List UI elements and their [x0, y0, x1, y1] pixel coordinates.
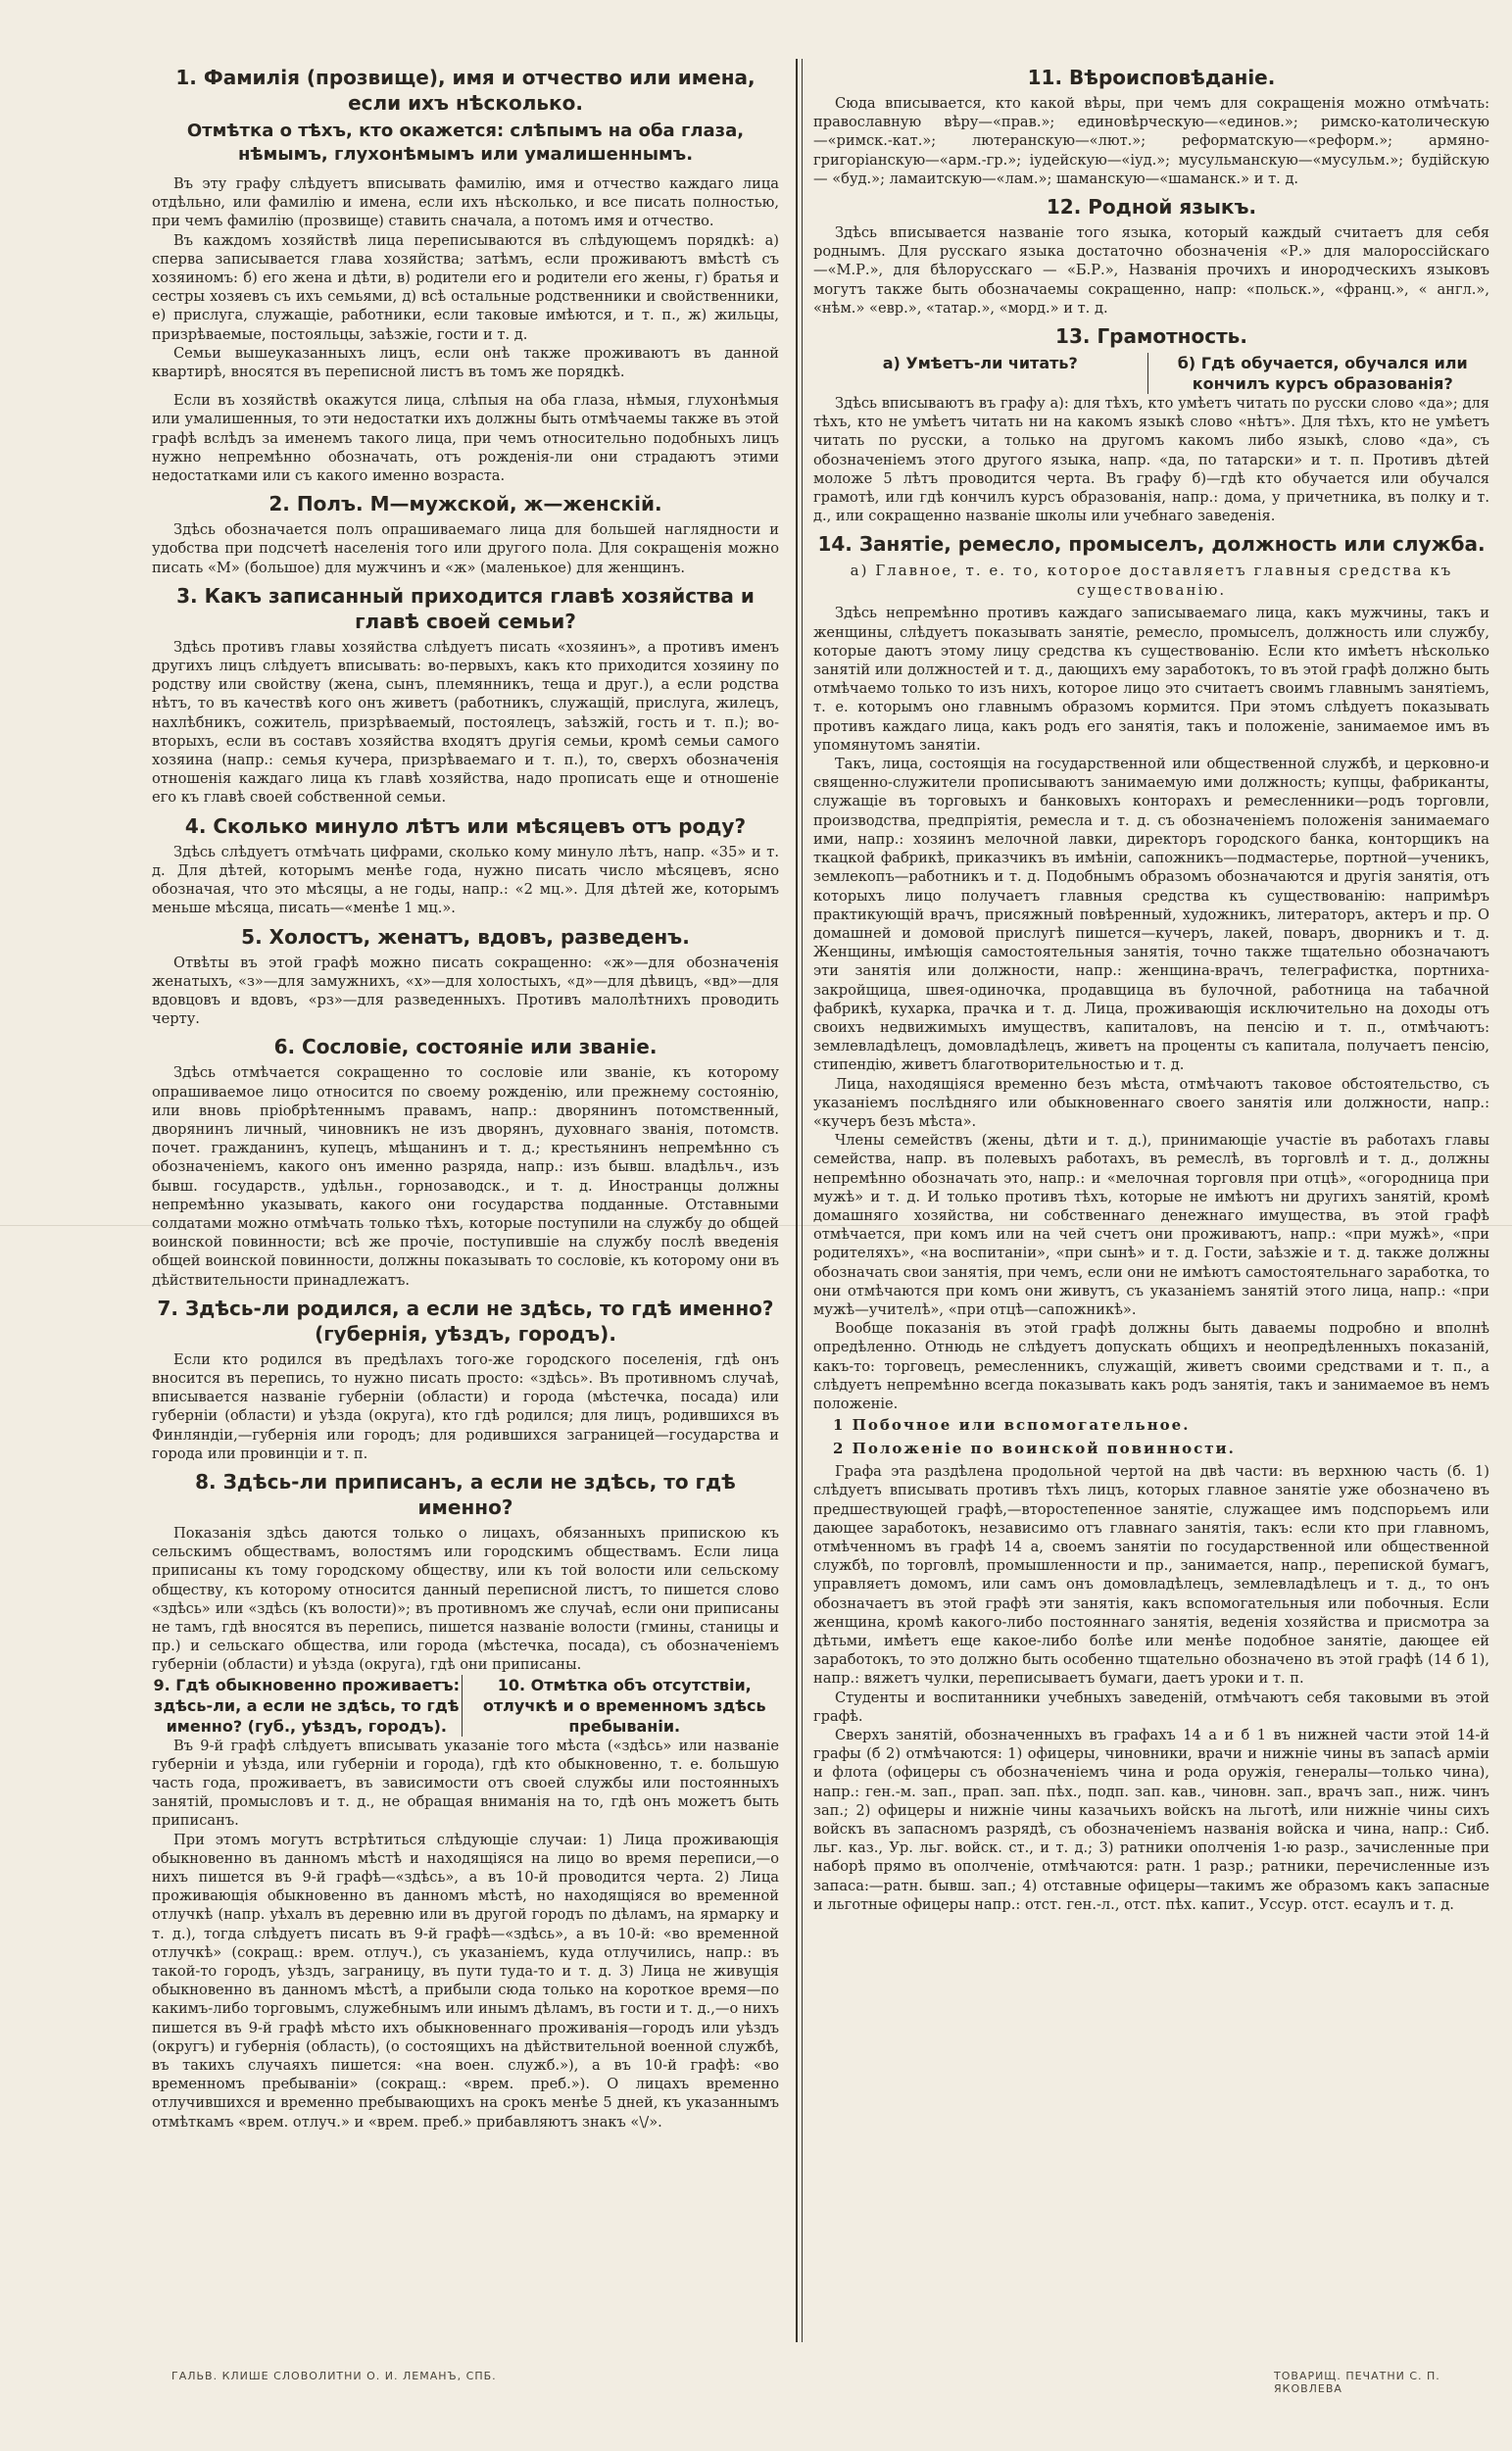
section-14-paragraph-5: Вообще показанія въ этой графѣ должны быть даваемы подробно и вполнѣ опредѣленно. Отнюдь не слѣдуетъ допускать общихъ и неопредѣленныхъ показаній, какъ-то: торговецъ, ремесленникъ, служащій, живетъ своими средствами и т. п., а слѣдуетъ непремѣнно всегда показывать какъ родъ занятія, такъ и занимаемое въ немъ положеніе. [813, 1320, 1489, 1412]
column-divider [796, 59, 798, 2342]
section-13b-heading: б) Гдѣ обучается, обучался или кончилъ курсъ образованія? [1147, 353, 1490, 394]
section-14-paragraph-4: Члены семействъ (жены, дѣти и т. д.), принимающіе участіе въ работахъ главы семейства, напр. въ полевыхъ работахъ, въ ремеслѣ, въ торговлѣ и т. д., должны непремѣнно обозначать это, напр.: и «мелочная торговля при отцѣ», «огородница при мужѣ» и т. д. И только противъ тѣхъ, которые не имѣютъ ни другихъ занятій, кромѣ домашняго хозяйства, ни собственнаго денежнаго имущества, въ этой графѣ отмѣчается, при комъ или на чей счетъ они проживаютъ, напр.: «при мужѣ», «при родителяхъ», «на воспитаніи», «при сынѣ» и т. д. Гости, заѣзжіе и т. д. также должны обозначать свои занятія, при чемъ, если они не имѣютъ самостоятельнаго заработка, то они отмѣчаются при комъ они живутъ, съ указаніемъ занятій этого лица, напр.: «при мужѣ—учителѣ», «при отцѣ—сапожникѣ». [813, 1132, 1489, 1318]
section-14-paragraph-8: Сверхъ занятій, обозначенныхъ въ графахъ 14 а и б 1 въ нижней части этой 14-й графы (б 2) отмѣчаются: 1) офицеры, чиновники, врачи и нижніе чины въ запасѣ арміи и флота (офицеры съ обозначеніемъ чина и рода оружія, генералы—только чина), напр.: ген.-м. зап., прап. зап. пѣх., подп. зап. кав., чиновн. зап., врачъ зап., ниж. чинъ зап.; 2) офицеры и нижніе чины казачьихъ войскъ на льготѣ, или нижніе чины сихъ войскъ въ запасномъ разрядѣ, съ обозначеніемъ названія войска и чина, напр.: Сиб. льг. каз., Ур. льг. войск. ст., и т. д.; 3) ратники ополченія 1-ю разр., зачисленные при наборѣ прямо въ ополченіе, отмѣчаются: ратн. 1 разр.; ратники, перечисленные изъ запаса:—ратн. бывш. зап.; 4) отставные офицеры—такимъ же образомъ какъ запасные и льготные офицеры напр.: отст. ген.-л., отст. пѣх. капит., Уссур. отст. есаулъ и т. д. [813, 1727, 1489, 1913]
printer-credit-right: ТОВАРИЩ. ПЕЧАТНИ С. П. ЯКОВЛЕВА [1274, 2370, 1440, 2395]
section-13-paragraph: Здѣсь вписываютъ въ графу а): для тѣхъ, кто умѣетъ читать по русски слово «да»; для тѣхъ, кто не умѣетъ читать ни на какомъ языкѣ слово «нѣтъ». Для тѣхъ, кто не умѣетъ читать по русски, а только на другомъ какомъ либо языкѣ, слово «да», съ обозначеніемъ этого другого языка, напр. «да, по татарски» и т. п. Противъ дѣтей моложе 5 лѣтъ проводится черта. Въ графу б)—гдѣ кто обучается или обучался грамотѣ, или гдѣ кончилъ курсъ образованія, напр.: дома, у причетника, въ полку и т. д., или сокращенно названіе школы или учебнаго заведенія. [813, 395, 1489, 525]
section-14b1-heading: 1 Побочное или вспомогательное. [833, 1416, 1191, 1435]
column-divider-thin [802, 59, 803, 2342]
printer-credit-left: ГАЛЬВ. КЛИШЕ СЛОВОЛИТНИ О. И. ЛЕМАНЪ, СПБ. [171, 2370, 497, 2382]
section-9-paragraph-1: Въ 9-й графѣ слѣдуетъ вписывать указаніе того мѣста («здѣсь» или названіе губерніи и уѣзда, или губерніи и города), гдѣ кто обыкновенно, т. е. большую часть года, проживаетъ, въ зависимости отъ своей службы или постоянныхъ занятій, промысловъ и т. д., не обращая вниманія на то, гдѣ онъ можетъ быть приписанъ. [152, 1737, 779, 1830]
section-13a-heading: а) Умѣетъ-ли читать? [882, 354, 1078, 373]
section-6-heading: 6. Сословіе, состояніе или званіе. [273, 1035, 658, 1059]
section-1-paragraph-1: Въ эту графу слѣдуетъ вписывать фамилію, имя и отчество каждаго лица отдѣльно, или фамилію и имена, если ихъ нѣсколько, и все писать полностью, при чемъ фамилію (прозвище) ставить сначала, а потомъ имя и отчество. [152, 175, 779, 230]
section-7-heading: 7. Здѣсь-ли родился, а если не здѣсь, то гдѣ именно? (губернія, уѣздъ, городъ). [157, 1296, 774, 1346]
section-2-paragraph: Здѣсь обозначается полъ опрашиваемаго лица для большей наглядности и удобства при подсчетѣ населенія того или другого пола. Для сокращенія можно писать «М» (большое) для мужчинъ и «ж» (маленькое) для женщинъ. [152, 521, 779, 576]
section-14-heading: 14. Занятіе, ремесло, промыселъ, должность или служба. [817, 532, 1486, 557]
section-1-paragraph-2: Въ каждомъ хозяйствѣ лица переписываются въ слѣдующемъ порядкѣ: а) сперва записывается глава хозяйства; затѣмъ, если проживаютъ вмѣстѣ съ хозяиномъ: б) его жена и дѣти, в) родители его и родители его жены, г) братья и сестры хозяевъ съ ихъ семьями, д) всѣ остальные родственники и свойственники, е) прислуга, служащіе, работники, если таковые имѣются, и т. п., ж) жильцы, призрѣваемые, постояльцы, заѣзжіе, гости и т. д. [152, 231, 779, 343]
section-14b2-heading: 2 Положеніе по воинской повинности. [833, 1440, 1236, 1458]
section-9-10-headings [152, 1675, 779, 1737]
section-1-subheading: Отмѣтка о тѣхъ, кто окажется: слѣпымъ на оба глаза, нѣмымъ, глухонѣмымъ или умалишеннымъ. [186, 121, 745, 165]
right-column [813, 59, 1489, 2362]
section-9-paragraph-2: При этомъ могутъ встрѣтиться слѣдующіе случаи: 1) Лица проживающія обыкновенно въ данномъ мѣстѣ и находящіяся на лицо во время переписи,—о нихъ пишется въ 9-й графѣ—«здѣсь», а въ 10-й проводится черта. 2) Лица проживающія обыкновенно въ данномъ мѣстѣ, но находящіяся во временной отлучкѣ (напр. уѣхалъ въ деревню или въ другой городъ по дѣламъ, на ярмарку и т. д.), тогда слѣдуетъ писать въ 9-й графѣ—«здѣсь», а въ 10-й: «во временной отлучкѣ» (сокращ.: врем. отлуч.), съ указаніемъ, куда отлучились, напр.: въ такой-то городъ, уѣздъ, заграницу, въ пути туда-то и т. д. 3) Лица не живущія обыкновенно въ данномъ мѣстѣ, а прибыли сюда только на короткое время—по какимъ-либо торговымъ, служебнымъ или инымъ дѣламъ, въ гости и т. д.,—о нихъ пишется въ 9-й графѣ мѣсто ихъ обыкновеннаго проживанія—городъ или уѣздъ (округъ) и губернія (область), (о состоящихъ на дѣйствительной военной службѣ, въ такихъ случаяхъ пишется: «на воен. служб.»), а въ 10-й графѣ: «во временномъ пребываніи» (сокращ.: «врем. преб.»). О лицахъ временно отлучившихся и временно пребывающихъ на срокъ менѣе 5 дней, къ указаннымъ отмѣткамъ «врем. отлуч.» и «врем. преб.» прибавляютъ знакъ «\/». [152, 1831, 779, 2131]
section-13-heading: 13. Грамотность. [1055, 324, 1247, 349]
section-4-heading: 4. Сколько минуло лѣтъ или мѣсяцевъ отъ роду? [184, 813, 747, 838]
section-1-heading: 1. Фамилія (прозвище), имя и отчество или имена, если ихъ нѣсколько. [175, 66, 756, 115]
section-14-paragraph-3: Лица, находящіяся временно безъ мѣста, отмѣчаютъ таковое обстоятельство, съ указаніемъ послѣдняго или обыкновеннаго своего занятія или должности, напр.: «кучеръ безъ мѣста». [813, 1075, 1489, 1130]
section-11-paragraph: Сюда вписывается, кто какой вѣры, при чемъ для сокращенія можно отмѣчать: православную вѣру—«прав.»; единовѣрческую—«единов.»; римско-католическую—«римск.-кат.»; лютеранскую—«лют.»; реформатскую—«реформ.»; армяно-григоріанскую—«арм.-гр.»; іудейскую—«іуд.»; мусульманскую—«мусульм.»; будійскую — «буд.»; ламаитскую—«лам.»; шаманскую—«шаманск.» и т. д. [813, 95, 1489, 187]
section-13-subheadings [813, 353, 1489, 394]
section-2-heading: 2. Полъ. М—мужской, ж—женскій. [268, 492, 662, 516]
section-3-heading: 3. Какъ записанный приходится главѣ хозяйства и главѣ своей семьи? [176, 583, 755, 633]
section-7-paragraph: Если кто родился въ предѣлахъ того-же городского поселенія, гдѣ онъ вносится въ перепись, то нужно писать просто: «здѣсь». Въ противномъ случаѣ, вписывается названіе губерніи (области) и города (мѣстечка, посада) или губерніи (области) и уѣзда (округа), кто гдѣ родился; для лицъ, родившихся въ Финляндіи,—губернія или городъ; для родившихся заграницей—государства и города или провинціи и т. п. [152, 1350, 779, 1462]
section-14-paragraph-7: Студенты и воспитанники учебныхъ заведеній, отмѣчаютъ себя таковыми въ этой графѣ. [813, 1689, 1489, 1725]
section-5-paragraph: Отвѣты въ этой графѣ можно писать сокращенно: «ж»—для обозначенія женатыхъ, «з»—для замужнихъ, «х»—для холостыхъ, «д»—для дѣвицъ, «вд»—для вдовцовъ и вдовъ, «рз»—для разведенныхъ. Противъ малолѣтнихъ проводить черту. [152, 954, 779, 1028]
section-4-paragraph: Здѣсь слѣдуетъ отмѣчать цифрами, сколько кому минуло лѣтъ, напр. «35» и т. д. Для дѣтей, которымъ менѣе года, нужно писать число мѣсяцевъ, ясно обозначая, что это мѣсяцы, а не годы, напр.: «2 мц.». Для дѣтей же, которымъ меньше мѣсяца, писать—«менѣе 1 мц.». [152, 843, 779, 917]
section-12-paragraph: Здѣсь вписывается названіе того языка, который каждый считаетъ для себя роднымъ. Для русскаго языка достаточно обозначенія «Р.» для малороссійскаго—«М.Р.», для бѣлорусскаго — «Б.Р.», Названія прочихъ и инородческихъ языковъ могутъ также быть обозначаемы сокращенно, напр: «польск.», «франц.», « англ.», «нѣм.» «евр.», «татар.», «морд.» и т. д. [813, 224, 1489, 317]
section-9-heading: 9. Гдѣ обыкновенно проживаетъ: здѣсь-ли, а если не здѣсь, то гдѣ именно? (губ., уѣздъ, городъ). [153, 1675, 461, 1736]
section-8-paragraph: Показанія здѣсь даются только о лицахъ, обязанныхъ припискою къ сельскимъ обществамъ, волостямъ или городскимъ обществамъ. Если лица приписаны къ тому городскому обществу, или къ той волости или сельскому обществу, къ которому относится данный переписной листъ, то пишется слово «здѣсь» или «здѣсь (къ волости)»; въ противномъ же случаѣ, если они приписаны не тамъ, гдѣ вносятся въ перепись, пишется названіе волости (гмины, станицы и пр.) и сельскаго общества, или города (мѣстечка, посада), съ обозначеніемъ губерніи (области) и уѣзда (округа), гдѣ они приписаны. [152, 1524, 779, 1674]
section-11-heading: 11. Вѣроисповѣданіе. [1027, 66, 1276, 89]
section-12-heading: 12. Родной языкъ. [1046, 195, 1257, 220]
left-column [152, 59, 779, 2362]
section-14-paragraph-1: Здѣсь непремѣнно противъ каждаго записываемаго лица, какъ мужчины, такъ и женщины, слѣдуетъ показывать занятіе, ремесло, промыселъ, должность или службу, которые даютъ этому лицу средства къ существованію. Если кто имѣетъ нѣсколько занятій или должностей и т. д., дающихъ ему заработокъ, то въ этой графѣ должно быть отмѣчаемо только то изъ нихъ, которое лицо это считаетъ своимъ главнымъ занятіемъ, т. е. которымъ оно главнымъ образомъ кормится. При этомъ слѣдуетъ показывать противъ каждаго лица, какъ родъ его занятія, такъ и положеніе, занимаемое имъ въ упомянутомъ занятіи. [813, 605, 1489, 754]
section-10-heading: 10. Отмѣтка объ отсутствіи, отлучкѣ и о временномъ здѣсь пребываніи. [462, 1675, 780, 1737]
section-14-paragraph-6: Графа эта раздѣлена продольной чертой на двѣ части: въ верхнюю часть (б. 1) слѣдуетъ вписывать противъ тѣхъ лицъ, которых главное занятіе уже обозначено въ предшествующей графѣ,—второстепенное занятіе, служащее имъ подспорьемъ или дающее заработокъ, независимо отъ главнаго занятія, такъ: если кто при главномъ, отмѣченномъ въ графѣ 14 а, своемъ занятіи по государственной или общественной службѣ, по торговлѣ, промышленности и пр., занимается, напр., перепиской бумагъ, управляетъ домомъ, или самъ онъ домовладѣлецъ, землевладѣлецъ и т. д., то онъ обозначаетъ въ этой графѣ эти занятія, какъ вспомогательныя или побочныя. Если женщина, кромѣ какого-либо постояннаго занятія, веденія хозяйства и присмотра за дѣтьми, имѣетъ еще какое-либо болѣе или менѣе подобное занятіе, дающее ей заработокъ, то это должно быть особенно тщательно обозначено въ этой графѣ (14 б 1), напр.: вяжетъ чулки, переписываетъ бумаги, даетъ уроки и т. п. [813, 1463, 1489, 1688]
section-6-paragraph: Здѣсь отмѣчается сокращенно то сословіе или званіе, къ которому опрашиваемое лицо относится по своему рожденію, или прежнему состоянію, или вновь пріобрѣтеннымъ правамъ, напр.: дворянинъ потомственный, дворянинъ личный, чиновникъ не изъ дворянъ, духовнаго званія, потомств. почет. гражданинъ, купецъ, мѣщанинъ и т. д.; крестьянинъ непремѣнно съ обозначеніемъ, какого онъ именно разряда, напр.: изъ бывш. владѣльч., изъ бывш. государств., удѣльн., горнозаводск., и т. д. Иностранцы должны непремѣнно указывать, какого они государства подданные. Отставными солдатами можно отмѣчать только тѣхъ, которые поступили на службу до общей воинской повинности; всѣ же прочіе, поступившіе на службу послѣ введенія общей воинской повинности, должны показывать то сословіе, къ которому они въ дѣйствительности принадлежатъ. [152, 1064, 779, 1289]
section-1-paragraph-4: Если въ хозяйствѣ окажутся лица, слѣпыя на оба глаза, нѣмыя, глухонѣмыя или умалишенныя, то эти недостатки ихъ должны быть отмѣчаемы также въ этой графѣ вслѣдъ за именемъ такого лица, при чемъ относительно подобныхъ лицъ нужно непремѣнно обозначать, отъ рожденія-ли они страдаютъ этими недостатками или съ какого именно возраста. [152, 392, 779, 485]
section-1-paragraph-3: Семьи вышеуказанныхъ лицъ, если онѣ также проживаютъ въ данной квартирѣ, вносятся въ переписной листъ въ томъ же порядкѣ. [152, 344, 779, 381]
section-14a-heading: а) Главное, т. е. то, которое доставляетъ главныя средства къ существованію. [850, 562, 1453, 600]
section-3-paragraph: Здѣсь противъ главы хозяйства слѣдуетъ писать «хозяинъ», а противъ именъ другихъ лицъ слѣдуетъ вписывать: во-первыхъ, какъ кто приходится хозяину по родству или свойству (жена, сынъ, племянникъ, теща и друг.), а если родства нѣтъ, то въ качествѣ кого онъ живетъ (работникъ, служащій, прислуга, жилецъ, нахлѣбникъ, сожитель, призрѣваемый, постоялецъ, заѣзжій, гость и т. п.); во-вторыхъ, если въ составъ хозяйства входятъ другія семьи, кромѣ семьи самого хозяина (напр.: семья кучера, призрѣваемаго и т. п.), то, сверхъ обозначенія отношенія каждаго лица къ главѣ хозяйства, надо прописать еще и отношеніе его къ главѣ своей собственной семьи. [152, 638, 779, 807]
section-5-heading: 5. Холостъ, женатъ, вдовъ, разведенъ. [241, 924, 690, 949]
section-14-paragraph-2: Такъ, лица, состоящія на государственной или общественной службѣ, и церковно-и священно-служители прописываютъ занимаемую ими должность; купцы, фабриканты, служащіе въ торговыхъ и банковыхъ конторахъ и ремесленники—родъ торговли, производства, предпріятія, ремесла и т. д. съ обозначеніемъ положенія занимаемаго ими, напр.: хозяинъ мелочной лавки, директоръ городского банка, конторщикъ на ткацкой фабрикѣ, приказчикъ въ имѣніи, сапожникъ—подмастерье, портной—ученикъ, землекопъ—работникъ и т. д. Подобнымъ образомъ обозначаются и другія занятія, отъ которыхъ лицо получаетъ главныя средства къ существованію: напримѣръ практикующій врачъ, присяжный повѣренный, художникъ, литераторъ, актеръ и пр. О домашней и домовой прислугѣ пишется—кучеръ, лакей, поваръ, дворникъ и т. д. Женщины, имѣющія самостоятельныя занятія, точно также тщательно обозначаютъ эти занятія или должности, напр.: женщина-врачъ, телеграфистка, портниха-закройщица, швея-одиночка, продавщица въ булочной, работница на табачной фабрикѣ, кухарка, прачка и т. д. Лица, проживающія исключительно на доходы отъ своихъ недвижимыхъ имуществъ, капиталовъ, на пенсію и т. п., отмѣчаютъ: землевладѣлецъ, домовладѣлецъ, живетъ на проценты съ капитала, получаетъ пенсію, стипендію, живетъ благотворительностью и т. д. [813, 756, 1489, 1074]
section-8-heading: 8. Здѣсь-ли приписанъ, а если не здѣсь, то гдѣ именно? [195, 1469, 736, 1519]
